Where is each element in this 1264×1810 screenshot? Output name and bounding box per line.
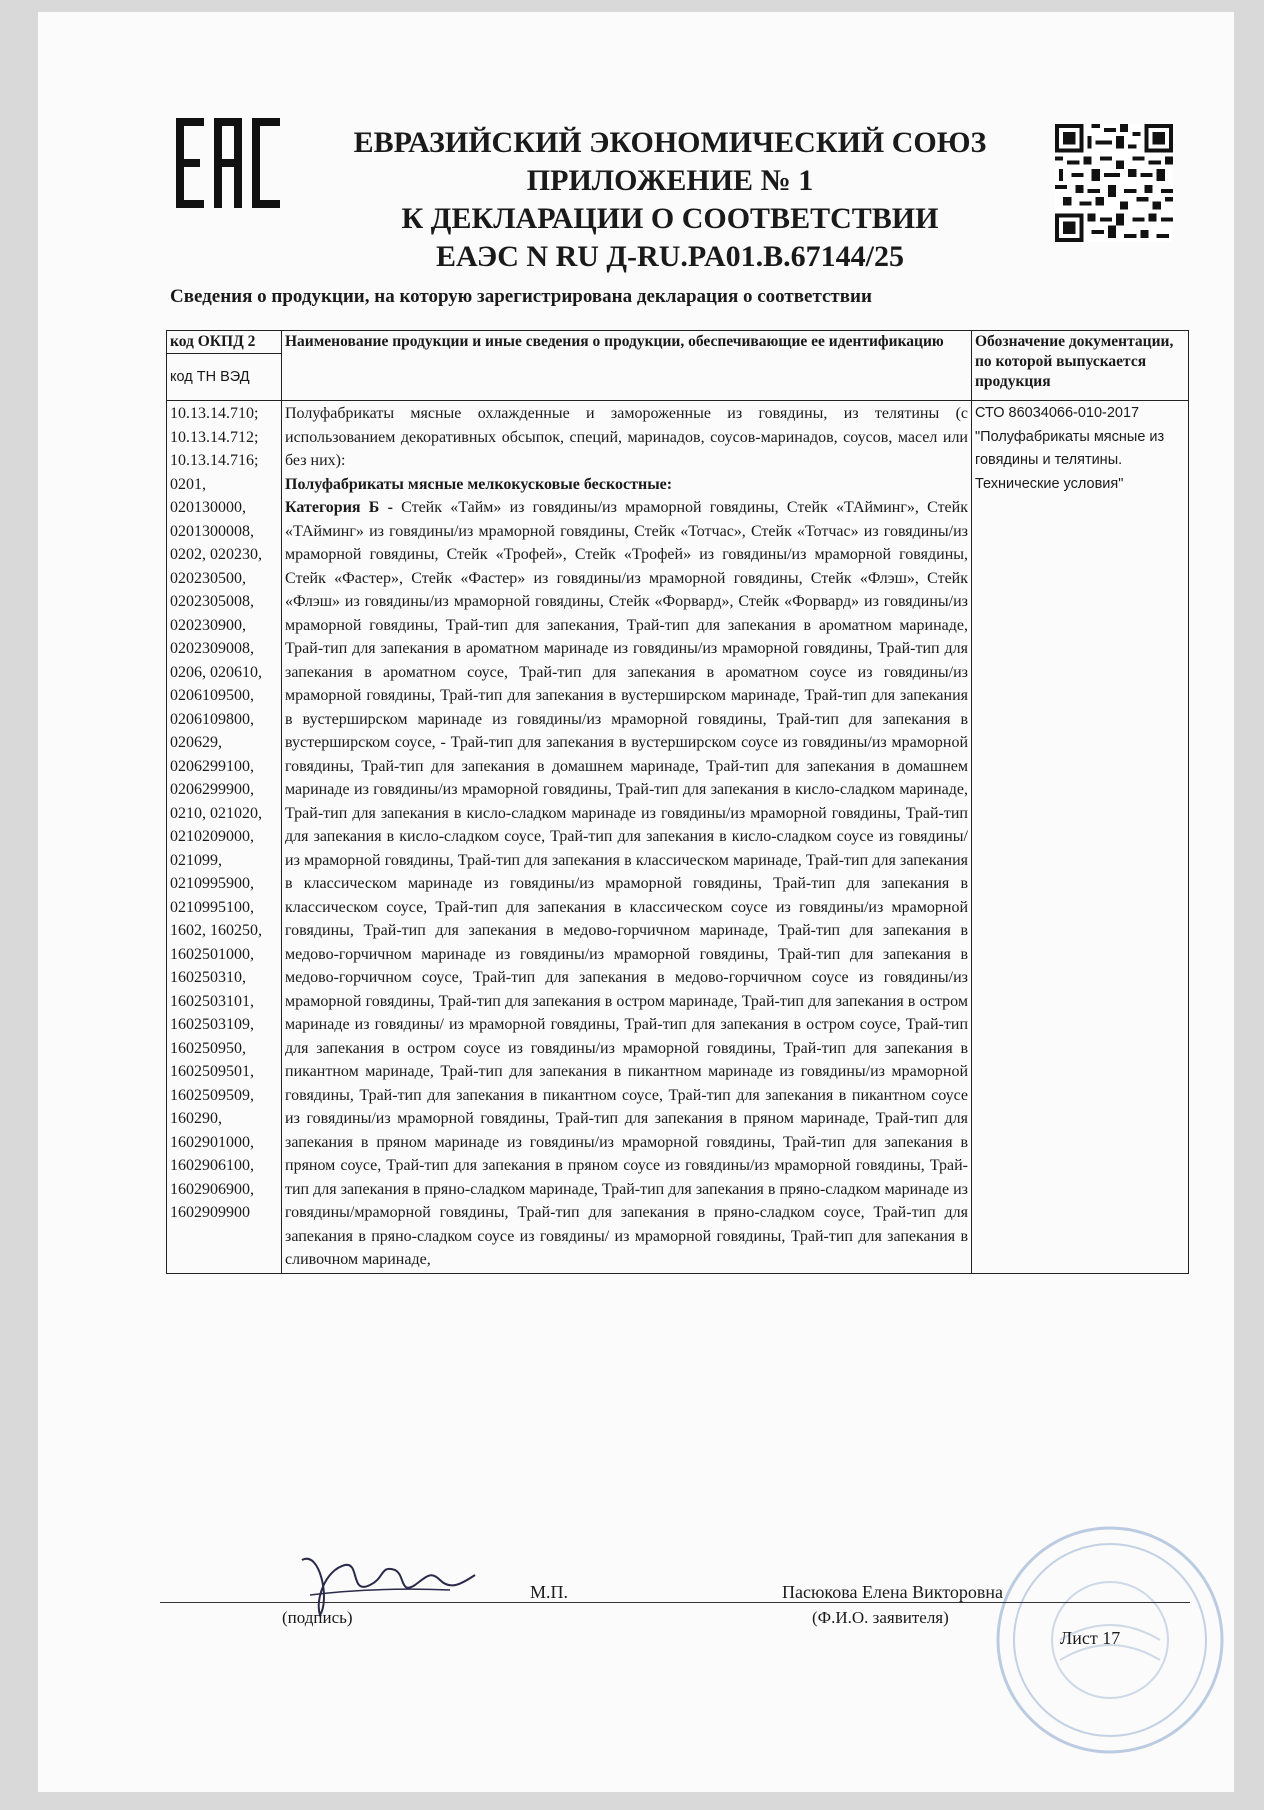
code-line: 10.13.14.712; (170, 428, 259, 446)
code-line: 1602503101, (170, 992, 254, 1010)
description-intro: Полуфабрикаты мясные охлажденные и замороженные из говядины, из телятины (с использованием декоративных обсыпок, специй, маринадов, соусов-маринадов, соусов, масел или без них): (285, 405, 968, 469)
code-line: 0202305008, (170, 593, 254, 610)
code-line: 0210, 021020, (170, 804, 262, 822)
code-line: 1602509501, (170, 1063, 254, 1080)
code-line: 020230500, (170, 569, 246, 587)
product-description-cell (282, 401, 972, 1274)
code-line: 160250950, (170, 1039, 246, 1057)
header-appendix: ПРИЛОЖЕНИЕ № 1 (526, 164, 814, 197)
code-line: 020230900, (170, 616, 246, 634)
code-line: 0210995900, (170, 875, 254, 892)
code-line: 0206299900, (170, 781, 254, 798)
codes-cell (167, 401, 282, 1274)
code-line: 1602909900 (170, 1204, 250, 1221)
header-okpd-code: код ОКПД 2 (167, 331, 282, 354)
signature-label: (подпись) (282, 1608, 353, 1627)
code-line: 0206299100, (170, 757, 254, 775)
table-subtitle: Сведения о продукции, на которую зарегистрирована декларация о соответствии (170, 286, 872, 307)
code-line: 0206, 020610, (170, 663, 262, 681)
code-line: 020629, (170, 734, 222, 751)
code-line: 1602901000, (170, 1133, 254, 1151)
seal-place-label: М.П. (530, 1582, 569, 1602)
code-line: 020130000, (170, 499, 246, 516)
code-line: 1602501000, (170, 945, 254, 963)
signature-line (160, 1602, 1190, 1603)
code-line: 0206109500, (170, 687, 254, 704)
code-line: 0202, 020230, (170, 546, 262, 563)
code-line: 160290, (170, 1110, 222, 1127)
eac-logo-letter-a (214, 118, 242, 208)
header-declaration: К ДЕКЛАРАЦИИ О СООТВЕТСТВИИ (401, 202, 939, 235)
code-line: 10.13.14.710; (170, 405, 259, 422)
document-header (330, 124, 1010, 276)
header-product-name: Наименование продукции и иные сведения о продукции, обеспечивающие ее идентификацию (282, 331, 972, 401)
products-table (166, 330, 1189, 1274)
header-number: ЕАЭС N RU Д-RU.PA01.B.67144/25 (435, 240, 904, 273)
applicant-name-label: (Ф.И.О. заявителя) (812, 1608, 949, 1627)
code-line: 160250310, (170, 969, 246, 986)
header-tnved-code: код ТН ВЭД (167, 354, 282, 401)
code-line: 0210995100, (170, 898, 254, 916)
code-line: 021099, (170, 851, 222, 869)
eac-logo-letter-e (176, 118, 204, 208)
description-group: Полуфабрикаты мясные мелкокусковые бескостные: (285, 475, 673, 493)
code-line: 0210209000, (170, 828, 254, 845)
header-union: ЕВРАЗИЙСКИЙ ЭКОНОМИЧЕСКИЙ СОЮЗ (353, 126, 987, 159)
eac-logo (176, 118, 286, 208)
code-line: 0202309008, (170, 640, 254, 657)
code-line: 1602906100, (170, 1157, 254, 1174)
sheet-number: Лист 17 (1060, 1628, 1121, 1648)
code-line: 10.13.14.716; (170, 452, 259, 469)
code-line: 1602, 160250, (170, 922, 262, 939)
code-line: 0201300008, (170, 522, 254, 540)
documentation-cell: СТО 86034066-010-2017 "Полуфабрикаты мясные из говядины и телятины. Технические условия" (972, 401, 1189, 1274)
eac-logo-letter-c (252, 118, 280, 208)
code-line: 1602906900, (170, 1180, 254, 1198)
description-category: Категория Б - (285, 499, 393, 516)
code-line: 1602503109, (170, 1016, 254, 1033)
qr-code (1055, 124, 1173, 242)
applicant-name: Пасюкова Елена Викторовна (782, 1582, 1003, 1602)
code-line: 0201, (170, 475, 206, 493)
description-body: Стейк «Тайм» из говядины/из мраморной говядины, Стейк «ТАйминг», Стейк «ТАйминг» из говядины/из мраморной говядины, Стейк «Тотчас», Стейк «Тотчас» из говядины/из мраморной говядины, Стейк «Трофей», Стейк «Трофей» из говядины/из мраморной говядины, Стейк «Фастер», Стейк «Фастер» из говядины/из мраморной говядины, Стейк «Флэш», Стейк «Флэш» из говядины/из мраморной говядины, Стейк «Форвард», Стейк «Форвард» из говядины/из мраморной говядины, Трай-тип для запекания, Трай-тип для запекания в ароматном маринаде, Трай-тип для запекания в ароматном маринаде из говядины/из мраморной говядины, Трай-тип для запекания в ароматном соусе, Трай-тип для запекания в ароматном соусе из говядины/из мраморной говядины, Трай-тип для запекания в вустерширском маринаде, Трай-тип для запекания в вустерширском маринаде из говядины/из мраморной говядины, Трай-тип для запекания в вустерширском соусе, - Трай-тип для запекания в вустерширском соусе из говядины/из мраморной говядины, Трай-тип для запекания в домашнем маринаде, Трай-тип для запекания в домашнем маринаде из говядины/из мраморной говядины, Трай-тип для запекания в кисло-сладком маринаде, Трай-тип для запекания в кисло-сладком маринаде из говядины/из мраморной говядины, Трай-тип для запекания в кисло-сладком соусе, Трай-тип для запекания в кисло-сладком соусе из говядины/из мраморной говядины, Трай-тип для запекания в классическом маринаде, Трай-тип для запекания в классическом маринаде из говядины/из мраморной говядины, Трай-тип для запекания в классическом соусе, Трай-тип для запекания в классическом соусе из говядины/из мраморной говядины, Трай-тип для запекания в медово-горчичном маринаде, Трай-тип для запекания в медово-горчичном маринаде из говядины/из мраморной говядины, Трай-тип для запекания в медово-горчичном соусе, Трай-тип для запекания в медово-горчичном соусе из говядины/из мраморной говядины, Трай-тип для запекания в остром маринаде, Трай-тип для запекания в остром маринаде из говядины/ из мраморной говядины, Трай-тип для запекания в остром соусе, Трай-тип для запекания в остром соусе из говядины/из мраморной говядины, Трай-тип для запекания в пикантном маринаде, Трай-тип для запекания в пикантном маринаде из говядины/из мраморной говядины, Трай-тип для запекания в пикантном соусе, Трай-тип для запекания в пикантном соусе из говядины/из мраморной говядины, Трай-тип для запекания в пряном маринаде, Трай-тип для запекания в пряном маринаде из говядины/из мраморной говядины, Трай-тип для запекания в пряном соусе, Трай-тип для запекания в пряном соусе из говядины/из мраморной говядины, Трай-тип для запекания в пряно-сладком маринаде, Трай-тип для запекания в пряно-сладком маринаде из говядины/мраморной говядины, Трай-тип для запекания в пряно-сладком соусе, Трай-тип для запекания в пряно-сладком соусе из говядины/ из мраморной говядины, Трай-тип для запекания в сливочном маринаде, (285, 499, 968, 1268)
code-line: 1602509509, (170, 1086, 254, 1104)
header-documentation: Обозначение документации, по которой выпускается продукция (972, 331, 1189, 401)
code-line: 0206109800, (170, 710, 254, 728)
